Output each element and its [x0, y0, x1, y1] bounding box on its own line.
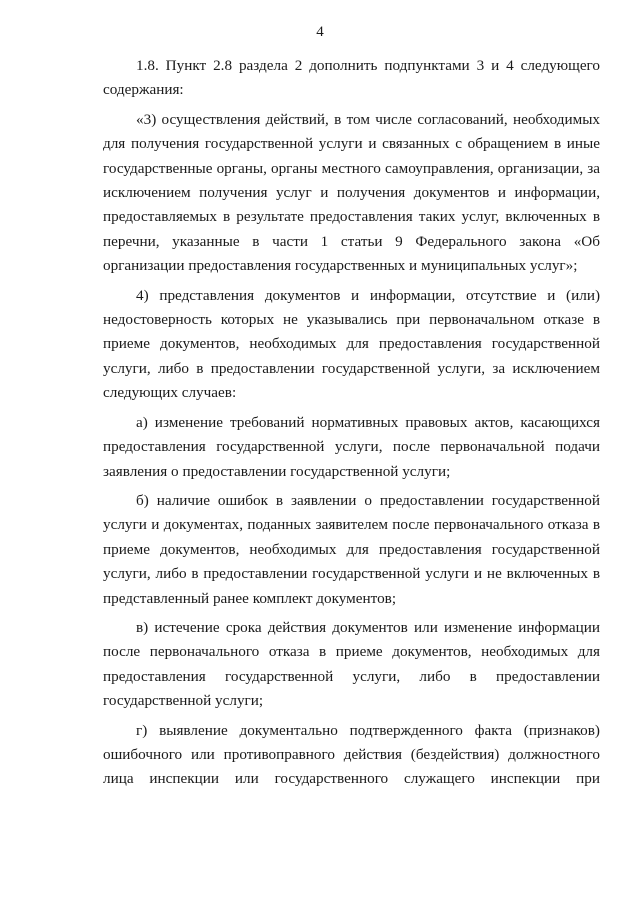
page-number: 4 [316, 24, 324, 40]
paragraph-1-8: 1.8. Пункт 2.8 раздела 2 дополнить подпунктами 3 и 4 следующего содержания: [103, 57, 600, 99]
paragraph-case-g: г) выявление документально подтвержденного факта (признаков) ошибочного или противоправного действия (бездействия) должностного лица инспекции или государственного служащего инспекции при [103, 721, 600, 788]
paragraph-case-b: б) наличие ошибок в заявлении о предоставлении государственной услуги и документах, поданных заявителем после первоначального отказа в приеме документов, необходимых для предоставления государственной услуги, либо в предоставлении государственной услуги и не включенных в представленный ранее комплект документов; [103, 491, 600, 607]
paragraph-subitem-4: 4) представления документов и информации, отсутствие и (или) недостоверность которых не указывались при первоначальном отказе в приеме документов, необходимых для предоставления государственной услуги, либо в предоставлении государственной услуги, за исключением следующих случаев: [103, 286, 600, 402]
document-body [103, 54, 600, 797]
paragraph-subitem-3: «3) осуществления действий, в том числе согласований, необходимых для получения государственной услуги и связанных с обращением в иные государственные органы, органы местного самоуправления, организации, за исключением получения услуг и получения документов и информации, предоставляемых в результате предоставления таких услуг, включенных в перечни, указанные в части 1 статьи 9 Федерального закона «Об организации предоставления государственных и муниципальных услуг»; [103, 110, 600, 275]
paragraph-case-a: а) изменение требований нормативных правовых актов, касающихся предоставления государственной услуги, после первоначальной подачи заявления о предоставлении государственной услуги; [103, 413, 600, 480]
paragraph-case-v: в) истечение срока действия документов или изменение информации после первоначального отказа в приеме документов, необходимых для предоставления государственной услуги, либо в предоставлении государственной услуги; [103, 618, 600, 710]
